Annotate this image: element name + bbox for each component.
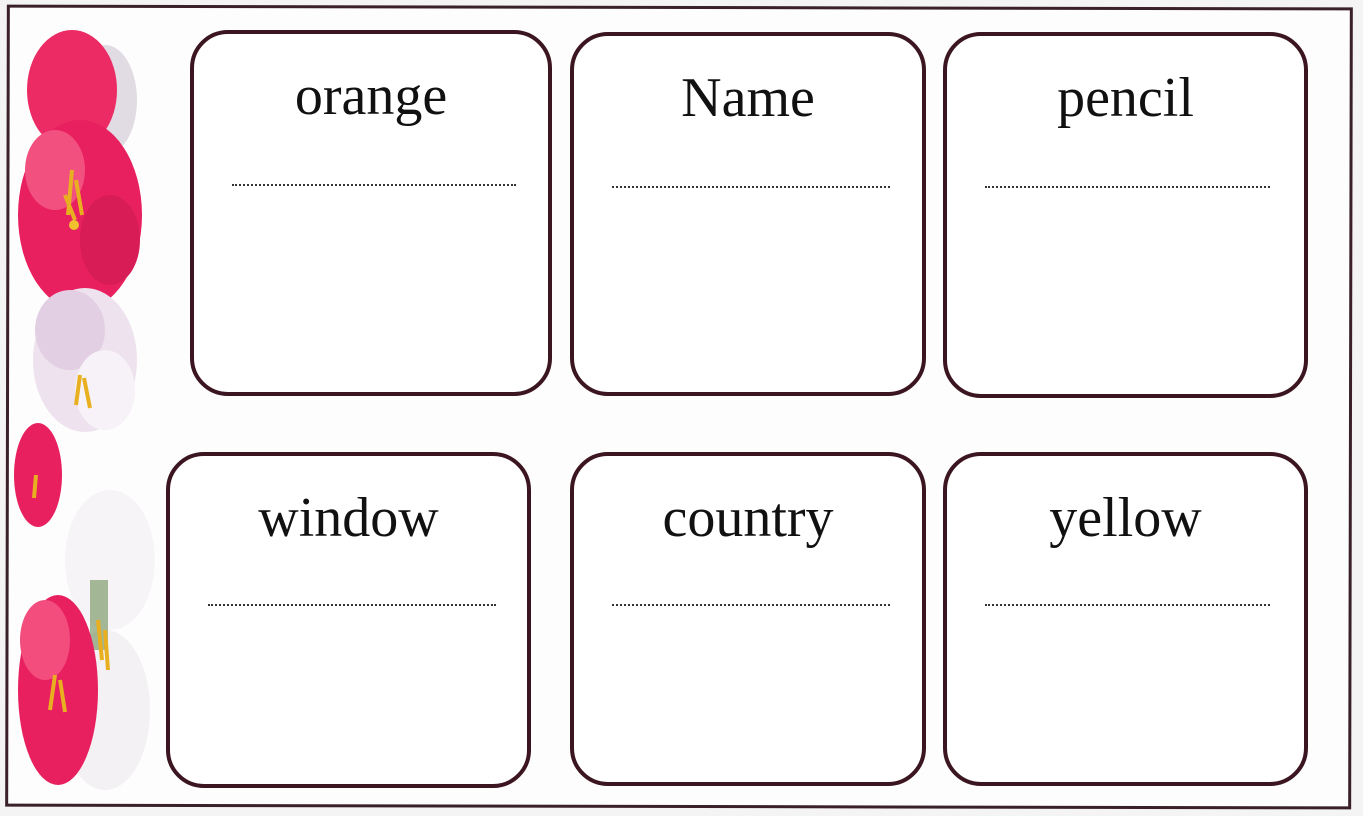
answer-line[interactable] xyxy=(208,604,496,606)
word-label: yellow xyxy=(1049,487,1202,549)
word-label: Name xyxy=(681,67,815,129)
word-card-1 xyxy=(190,30,552,396)
word-label: orange xyxy=(294,65,448,127)
answer-line[interactable] xyxy=(612,186,890,188)
hibiscus-flower-icon xyxy=(33,288,137,432)
word-card-3 xyxy=(943,32,1308,398)
word-label: window xyxy=(258,487,439,549)
word-label: country xyxy=(662,487,834,549)
answer-line[interactable] xyxy=(612,604,890,606)
answer-line[interactable] xyxy=(985,186,1270,188)
answer-line[interactable] xyxy=(232,184,516,186)
word-card-2 xyxy=(570,32,926,396)
flower-border xyxy=(10,20,160,810)
hibiscus-flower-icon xyxy=(18,30,142,310)
word-card-4 xyxy=(166,452,531,788)
word-card-5 xyxy=(570,452,926,786)
answer-line[interactable] xyxy=(985,604,1270,606)
word-label: pencil xyxy=(1057,67,1194,129)
hibiscus-flower-icon xyxy=(14,423,62,527)
word-card-6 xyxy=(943,452,1308,786)
